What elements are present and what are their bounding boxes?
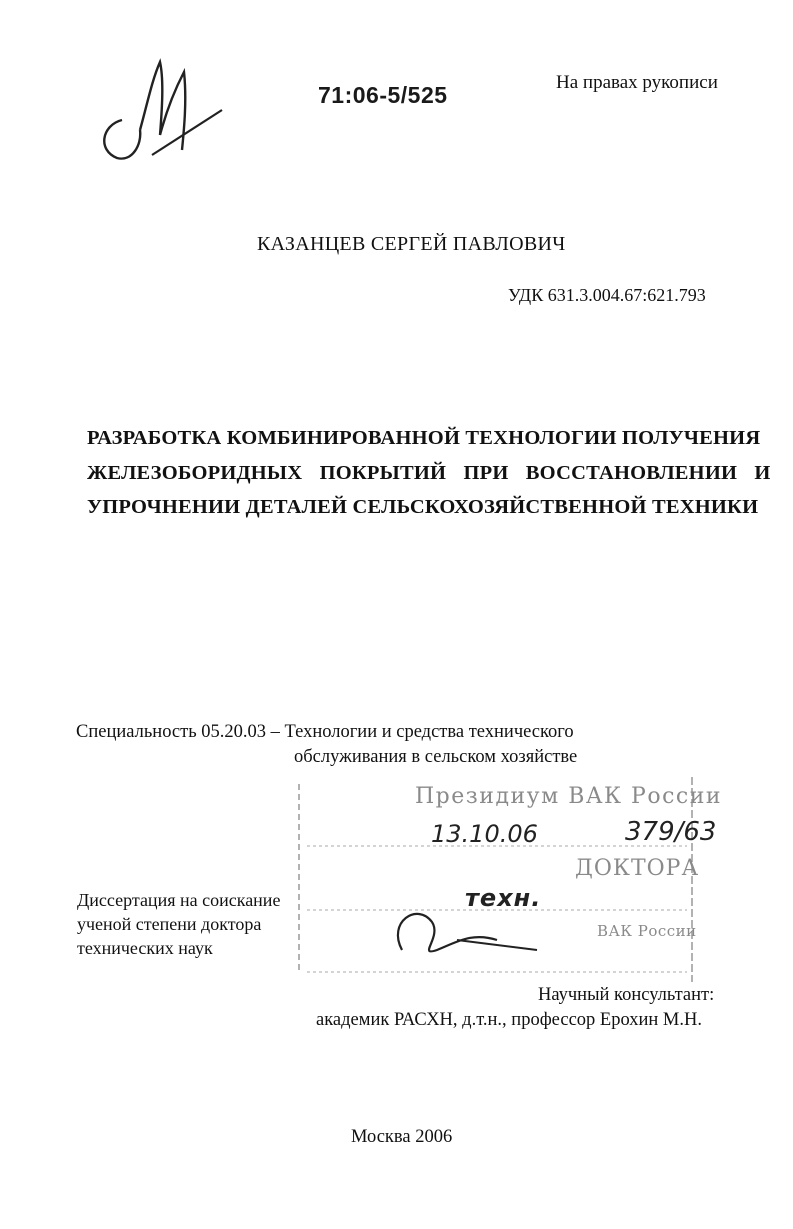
stamp-number: 379/63 (625, 817, 717, 847)
stamp-header: Президиум ВАК России (415, 784, 723, 809)
vak-stamp (297, 772, 723, 982)
specialty-line-1: Специальность 05.20.03 – Технологии и средства технического (76, 722, 574, 742)
stamp-degree: ДОКТОРА (575, 856, 700, 881)
specialty-line-2: обслуживания в сельском хозяйстве (294, 747, 578, 767)
dissertation-line-3: технических наук (77, 938, 213, 958)
udk-code: УДК 631.3.004.67:621.793 (508, 285, 706, 305)
title-line-1: РАЗРАБОТКА КОМБИНИРОВАННОЙ ТЕХНОЛОГИИ ПОЛУЧЕНИЯ (87, 427, 761, 449)
rights-note: На правах рукописи (556, 72, 718, 93)
consultant-label: Научный консультант: (538, 985, 715, 1005)
dissertation-line-1: Диссертация на соискание (77, 890, 281, 910)
stamp-date: 13.10.06 (431, 820, 538, 848)
dissertation-note (77, 888, 302, 960)
dissertation-line-2: ученой степени доктора (77, 914, 262, 934)
consultant-name: академик РАСХН, д.т.н., профессор Ерохин М.Н. (316, 1010, 702, 1030)
stamp-footer: ВАК России (597, 922, 697, 940)
archive-code: 71:06-5/525 (318, 82, 448, 108)
title-line-3: УПРОЧНЕНИИ ДЕТАЛЕЙ СЕЛЬСКОХОЗЯЙСТВЕННОЙ ТЕХНИКИ (87, 496, 759, 518)
stamp-field: техн. (465, 884, 542, 912)
author-signature (92, 50, 232, 170)
title-line-2: ЖЕЛЕЗОБОРИДНЫХ ПОКРЫТИЙ ПРИ ВОССТАНОВЛЕНИИ И (87, 462, 771, 484)
place-year: Москва 2006 (351, 1127, 453, 1147)
author-name: КАЗАНЦЕВ СЕРГЕЙ ПАВЛОВИЧ (257, 233, 566, 255)
